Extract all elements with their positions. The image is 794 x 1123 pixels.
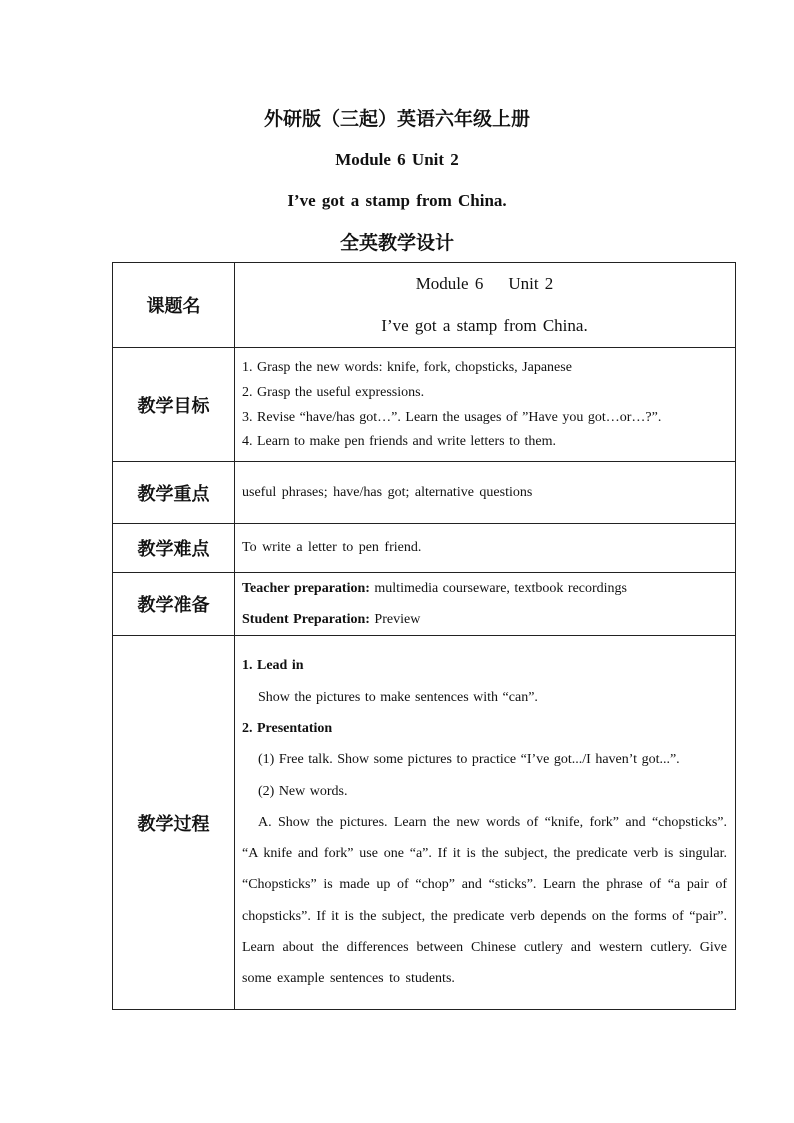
goal-item: 2. Grasp the useful expressions. (242, 385, 425, 400)
row-label-topic: 课题名 (113, 263, 235, 348)
key-points-text: useful phrases; have/has got; alternative questions (242, 484, 533, 500)
row-label-preparation: 教学准备 (113, 573, 235, 636)
presentation-paragraph: A. Show the pictures. Learn the new words of “knife, fork” and “chopsticks”. “A knife and fork” use one “a”. If it is the subject, the predicate verb is singular. “Chopsticks” is made up of “chop” and “sticks”. Learn the phrase of “a pair of chopsticks”. If it is the subject, the predicate verb depends on the forms of “pair”. Learn about the differences between Chinese cutlery and western cutlery. Give some example sentences to students. (242, 814, 727, 987)
key-points-cell (235, 462, 736, 524)
student-preparation (242, 604, 727, 635)
table-row-preparation (113, 573, 736, 636)
module-heading: Module 6 Unit 2 (335, 150, 459, 169)
student-preparation-label: Student Preparation: (242, 612, 370, 627)
goals-cell (235, 348, 736, 462)
lesson-title: I’ve got a stamp from China. (287, 191, 507, 210)
topic-module-line: Module 6 Unit 2 (415, 274, 554, 293)
table-row-goals (113, 348, 736, 462)
presentation-new-words: (2) New words. (258, 783, 348, 799)
table-row-process (113, 636, 736, 1010)
goal-item: 4. Learn to make pen friends and write letters to them. (242, 434, 557, 449)
row-label-goals: 教学目标 (113, 348, 235, 462)
document-title: 外研版（三起）英语六年级上册 (263, 108, 530, 130)
teacher-preparation (242, 573, 727, 604)
teacher-preparation-label: Teacher preparation: (242, 581, 370, 596)
row-label-difficulties: 教学难点 (113, 524, 235, 573)
topic-lesson-line: I’ve got a stamp from China. (381, 316, 588, 335)
difficulties-cell (235, 524, 736, 573)
step-presentation-title: 2. Presentation (242, 720, 333, 736)
goal-item: 3. Revise “have/has got…”. Learn the usages of ”Have you got…or…?”. (242, 410, 662, 425)
table-row-difficulties (113, 524, 736, 573)
row-label-key-points: 教学重点 (113, 462, 235, 524)
difficulties-text: To write a letter to pen friend. (242, 540, 422, 555)
step-lead-in-title: 1. Lead in (242, 658, 304, 674)
student-preparation-text: Preview (369, 612, 421, 627)
goal-item: 1. Grasp the new words: knife, fork, chopsticks, Japanese (242, 360, 572, 375)
table-row-topic (113, 263, 736, 348)
process-cell (235, 636, 736, 1010)
teacher-preparation-text: multimedia courseware, textbook recordings (369, 581, 627, 596)
topic-cell (235, 263, 736, 348)
step-lead-in-text: Show the pictures to make sentences with “can”. (258, 689, 538, 705)
row-label-process: 教学过程 (113, 636, 235, 1010)
table-row-key-points (113, 462, 736, 524)
design-title: 全英教学设计 (339, 232, 454, 254)
lesson-plan-table (112, 262, 736, 1010)
preparation-cell (235, 573, 736, 636)
presentation-free-talk: (1) Free talk. Show some pictures to practice “I’ve got.../I haven’t got...”. (258, 752, 680, 768)
